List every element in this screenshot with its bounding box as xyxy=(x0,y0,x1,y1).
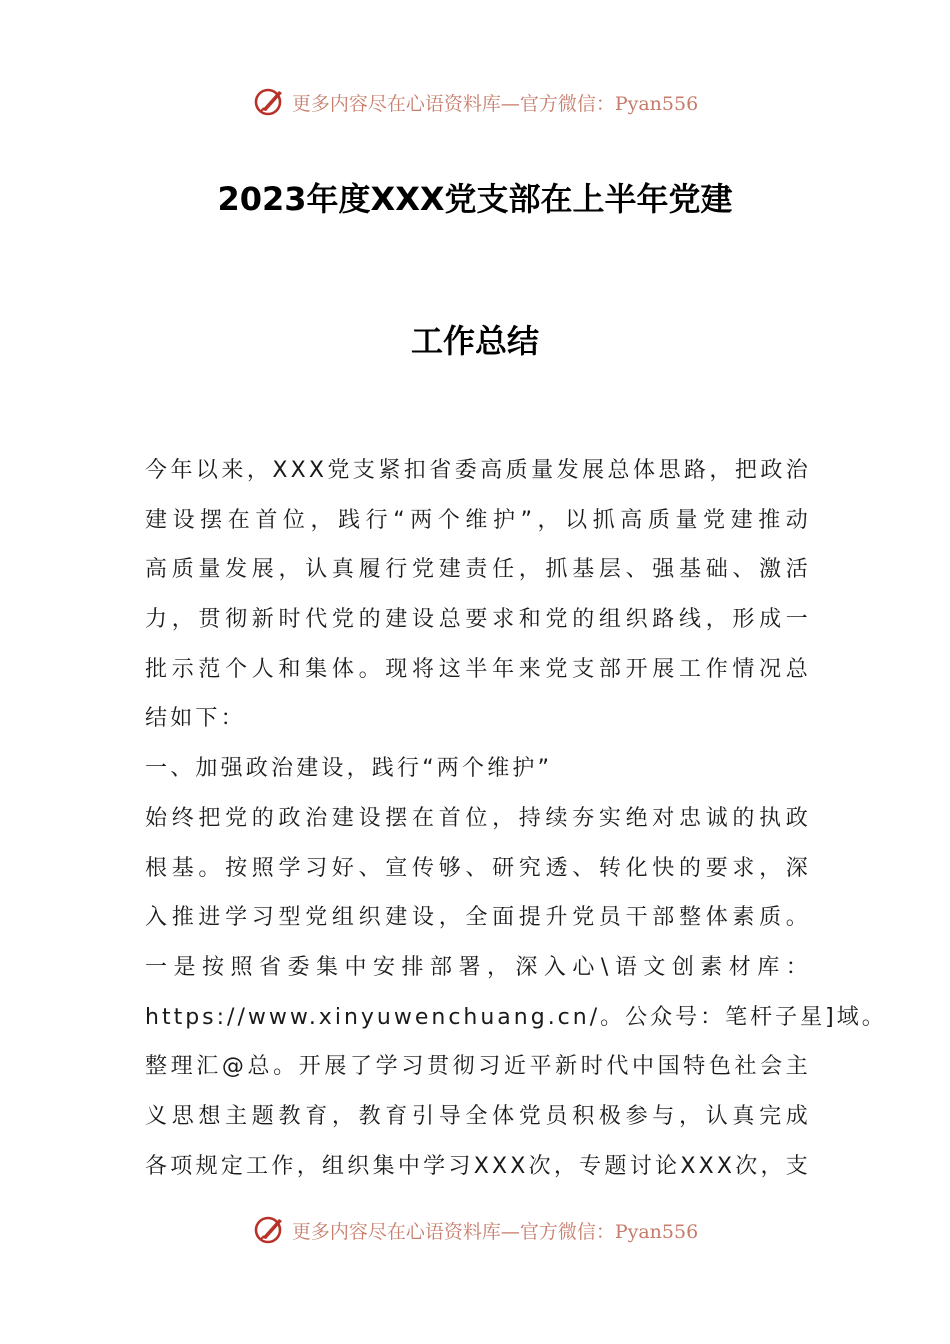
body-line: 入推进学习型党组织建设，全面提升党员干部整体素质。 xyxy=(145,905,811,931)
document-title-line-1: 2023年度XXX党支部在上半年党建 xyxy=(217,180,733,218)
document-title-line-2: 工作总结 xyxy=(410,322,539,360)
body-line: 整理汇@总。开展了学习贯彻习近平新时代中国特色社会主 xyxy=(145,1054,811,1080)
body-line-url: https://www.xinyuwenchuang.cn/。公众号：笔杆子星]域。 xyxy=(145,1004,887,1030)
body-line: 义思想主题教育，教育引导全体党员积极参与，认真完成 xyxy=(145,1103,811,1129)
body-line: 结如下： xyxy=(145,706,246,732)
footer-watermark-banner xyxy=(0,1210,950,1250)
body-line: 根基。按照学习好、宣传够、研究透、转化快的要求，深 xyxy=(145,855,811,881)
body-line: 建设摆在首位，践行“两个维护”，以抓高质量党建推动 xyxy=(145,507,811,533)
quill-seal-icon xyxy=(252,84,288,120)
quill-seal-icon xyxy=(252,1212,288,1248)
banner-text: 更多内容尽在心语资料库—官方微信：Pyan556 xyxy=(291,1220,699,1243)
body-line: 始终把党的政治建设摆在首位，持续夯实绝对忠诚的执政 xyxy=(145,805,811,831)
body-line: 各项规定工作，组织集中学习XXX次，专题讨论XXX次，支 xyxy=(145,1153,811,1179)
section-heading: 一、加强政治建设，践行“两个维护” xyxy=(145,756,553,782)
body-line: 今年以来，XXX党支紧扣省委高质量发展总体思路，把政治 xyxy=(145,458,811,483)
body-line: 力，贯彻新时代党的建设总要求和党的组织路线，形成一 xyxy=(145,607,811,633)
document-body xyxy=(145,446,887,1191)
banner-text: 更多内容尽在心语资料库—官方微信：Pyan556 xyxy=(291,92,699,115)
body-line: 一是按照省委集中安排部署，深入心\语文创素材库： xyxy=(145,954,811,980)
header-watermark-banner xyxy=(0,82,950,122)
body-line: 批示范个人和集体。现将这半年来党支部开展工作情况总 xyxy=(145,656,811,682)
body-line: 高质量发展，认真履行党建责任，抓基层、强基础、激活 xyxy=(145,557,811,583)
